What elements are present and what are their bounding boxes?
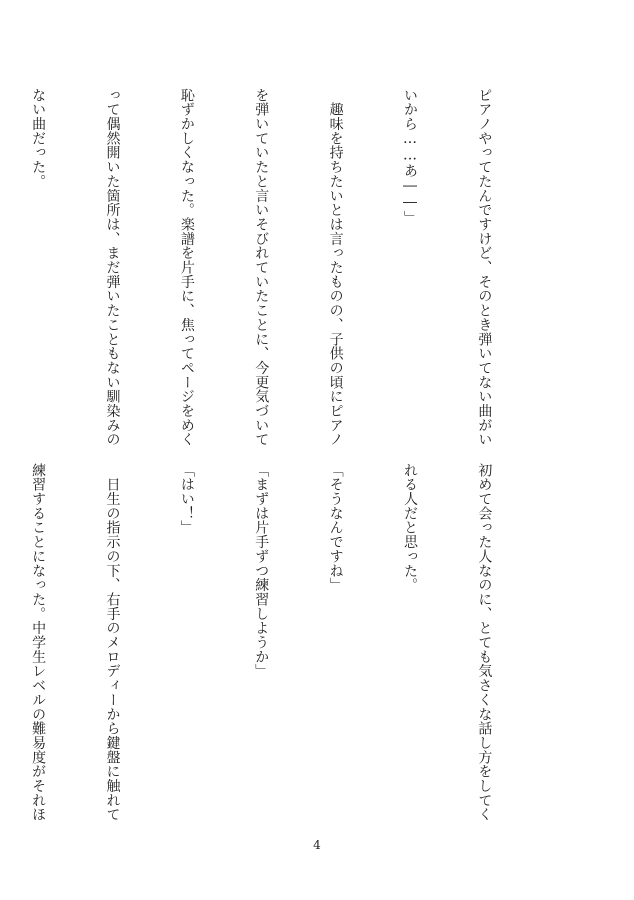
- dialogue-line: 「まずは片手ずつ練習しようか」: [253, 463, 270, 679]
- text-line: 日生の指示の下、右手のメロディーから鍵盤に触れて: [104, 463, 121, 822]
- text-line: 初めて会った人なのに、とても気さくな話し方をしてく: [476, 463, 493, 822]
- text-line: いから……あ――」: [402, 88, 419, 226]
- text-line: 恥ずかしくなった。楽譜を片手に、焦ってページをめく: [178, 88, 195, 447]
- text-line: って偶然開いた箇所は、まだ弾いたこともない馴染みの: [104, 88, 121, 447]
- top-text-block: [30, 88, 546, 447]
- text-line: ない曲だった。: [30, 88, 47, 189]
- text-line: 練習することになった。中学生レベルの難易度がそれほ: [30, 463, 47, 822]
- page-number: 4: [313, 838, 321, 852]
- text-line: 趣味を持ちたいとは言ったものの、子供の頃にピアノ: [327, 88, 344, 447]
- dialogue-line: 「そうなんですね」: [327, 463, 344, 593]
- dialogue-line: 「はい！」: [178, 463, 195, 535]
- bottom-text-block: [30, 463, 546, 822]
- text-line: れる人だと思った。: [402, 463, 419, 593]
- text-line: を弾いていたと言いそびれていたことに、今更気づいて: [253, 88, 270, 447]
- text-line: ピアノやってたんですけど、そのとき弾いてない曲がい: [476, 88, 493, 447]
